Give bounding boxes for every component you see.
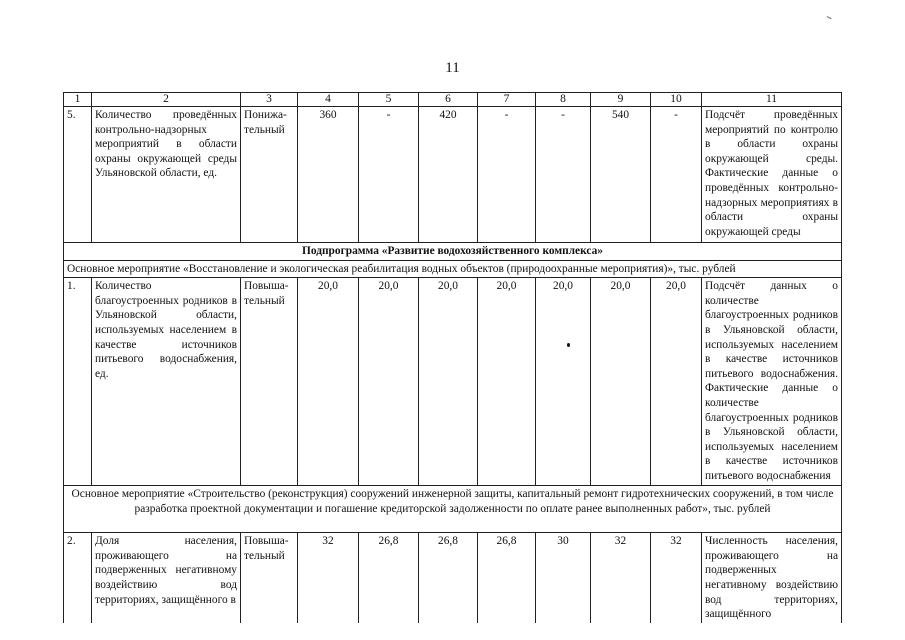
header-cell: 8	[536, 93, 591, 107]
row-number: 2.	[64, 533, 92, 623]
method-cell: Подсчёт проведённых мероприятий по контролю в области охраны окружающей среды. Фактические данные о проведённых контрольно-надзорных мероприятиях в области охраны окружающей среды	[702, 107, 842, 243]
header-cell: 5	[359, 93, 419, 107]
value-cell: 20,0	[651, 278, 702, 486]
header-cell: 1	[64, 93, 92, 107]
measure-row	[64, 486, 842, 533]
value-cell: 20,0	[359, 278, 419, 486]
indicator-name: Количество благоустроенных родников в Ульяновской области, используемых населением в качестве источников питьевого водоснабжения, ед.	[92, 278, 241, 486]
value-cell: 32	[298, 533, 359, 623]
header-cell: 4	[298, 93, 359, 107]
header-cell: 9	[591, 93, 651, 107]
value-cell: 26,8	[478, 533, 536, 623]
value-cell: 26,8	[359, 533, 419, 623]
value-cell: -	[478, 107, 536, 243]
value-cell: 20,0	[298, 278, 359, 486]
value-cell: 20,0	[591, 278, 651, 486]
table-row	[64, 278, 842, 486]
value-cell: 20,0	[536, 278, 591, 486]
value-cell: -	[651, 107, 702, 243]
table-row	[64, 107, 842, 243]
header-cell: 2	[92, 93, 241, 107]
page-number: 11	[445, 60, 460, 76]
header-cell: 3	[241, 93, 298, 107]
value-cell: -	[359, 107, 419, 243]
header-cell: 10	[651, 93, 702, 107]
value-cell: 20,0	[419, 278, 478, 486]
indicator-name: Доля населения, проживающего на подверженных негативному воздействию вод территориях, защищённого в	[92, 533, 241, 623]
row-number: 5.	[64, 107, 92, 243]
value-cell: 420	[419, 107, 478, 243]
value-cell: 360	[298, 107, 359, 243]
value-cell: 20,0	[478, 278, 536, 486]
value-cell: 540	[591, 107, 651, 243]
method-cell: Численность населения, проживающего на подверженных негативному воздействию вод территориях, защищённого	[702, 533, 842, 623]
measure-row	[64, 260, 842, 278]
value-cell: -	[536, 107, 591, 243]
value-cell: 32	[651, 533, 702, 623]
subprogram-title: Подпрограмма «Развитие водохозяйственного комплекса»	[64, 243, 842, 261]
value-cell: 30	[536, 533, 591, 623]
table-row	[64, 533, 842, 623]
header-row	[64, 93, 842, 107]
main-measure-title: Основное мероприятие «Строительство (реконструкция) сооружений инженерной защиты, капитальный ремонт гидротехнических сооружений, в том числе разработка проектной документации и погашение кредиторской задолженности по оплате ранее выполненных работ», тыс. рублей	[64, 486, 842, 533]
value-cell: 32	[591, 533, 651, 623]
subprogram-row	[64, 243, 842, 261]
value-cell: 26,8	[419, 533, 478, 623]
trend-cell: Понижа-тельный	[241, 107, 298, 243]
scan-mark	[825, 16, 831, 22]
row-number: 1.	[64, 278, 92, 486]
indicator-name: Количество проведённых контрольно-надзорных мероприятий в области охраны окружающей среды Ульяновской области, ед.	[92, 107, 241, 243]
header-cell: 11	[702, 93, 842, 107]
method-cell: Подсчёт данных о количестве благоустроенных родников в Ульяновской области, используемых населением в качестве источников питьевого водоснабжения. Фактические данные о количестве благоустроенных родников в Ульяновской области, используемых населением в качестве источников питьевого водоснабжения	[702, 278, 842, 486]
trend-cell: Повыша-тельный	[241, 278, 298, 486]
indicators-table	[63, 92, 842, 623]
header-cell: 6	[419, 93, 478, 107]
scan-speck	[567, 343, 570, 347]
main-measure-title: Основное мероприятие «Восстановление и экологическая реабилитация водных объектов (природоохранные мероприятия)», тыс. рублей	[64, 260, 842, 278]
header-cell: 7	[478, 93, 536, 107]
trend-cell: Повыша-тельный	[241, 533, 298, 623]
